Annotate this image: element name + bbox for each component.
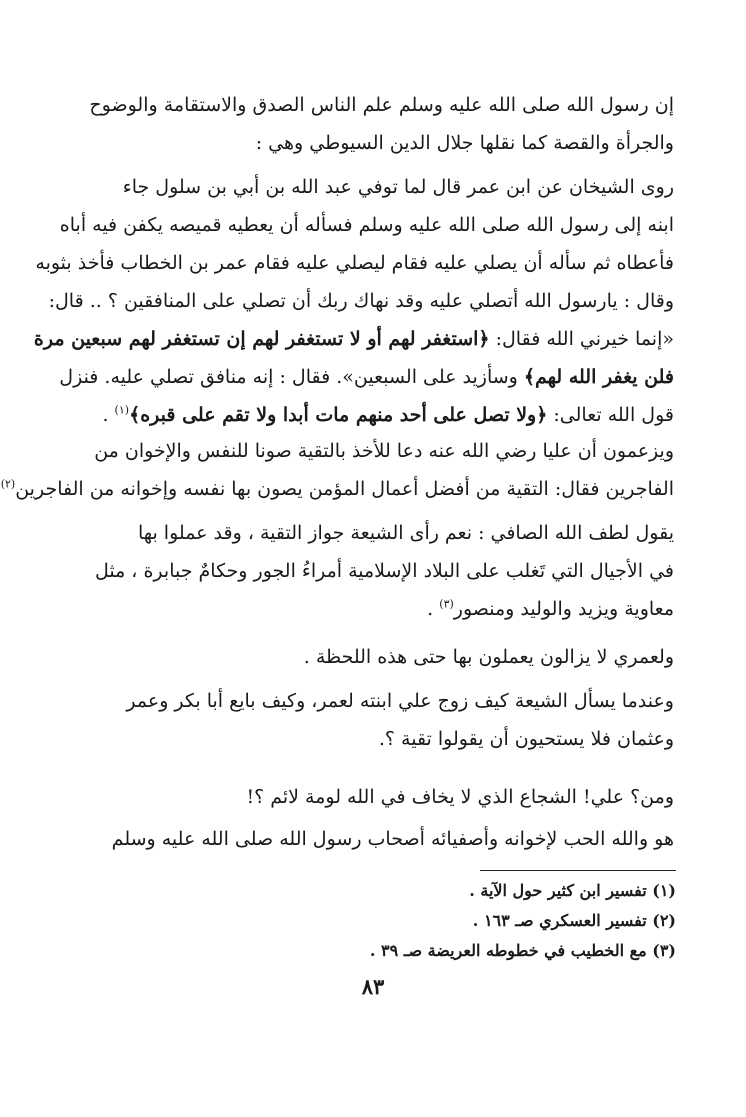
- text-line: [0, 470, 674, 508]
- text-line: ويزعمون أن عليا رضي الله عنه دعا للأخذ بالتقية صونا للنفس والإخوان من: [94, 440, 674, 462]
- footnote-3: (٣) مع الخطيب في خطوطه العريضة صـ ٣٩ .: [369, 941, 676, 960]
- quote-intro: «إنما خيرني الله فقال:: [489, 328, 674, 350]
- paragraph-1: [89, 86, 674, 162]
- text-line: فأعطاه ثم سأله أن يصلي عليه فقام ليصلي عليه فقام عمر بن الخطاب فأخذ بثوبه: [35, 252, 674, 274]
- text-line: وقال : يارسول الله أتصلي عليه وقد نهاك ربك أن تصلي على المنافقين ؟ .. قال:: [48, 290, 674, 312]
- quran-verse: ﴿ولا تصل على أحد منهم مات أبدا ولا تقم على قبره﴾: [129, 404, 548, 426]
- quran-verse: فلن يغفر الله لهم﴾: [523, 366, 674, 388]
- text-run: معاوية ويزيد والوليد ومنصور: [453, 598, 674, 620]
- text-run: .: [427, 598, 440, 620]
- text-line: روى الشيخان عن ابن عمر قال لما توفي عبد الله بن أبي بن سلول جاء: [122, 176, 674, 198]
- text-line: في الأجيال التي تَغلب على البلاد الإسلامية أمراءُ الجور وحكامٌ جبابرة ، مثل: [94, 560, 674, 582]
- text-line: والجرأة والقصة كما نقلها جلال الدين السيوطي وهي :: [255, 132, 674, 154]
- text-line: وعندما يسأل الشيعة كيف زوج علي ابنته لعمر، وكيف بايع أبا بكر وعمر: [126, 690, 674, 712]
- paragraph-4: [94, 514, 674, 628]
- footnote-1: (١) تفسير ابن كثير حول الآية .: [469, 881, 676, 900]
- text-line: [59, 358, 674, 396]
- page-number: ٨٣: [361, 974, 385, 999]
- footnote-ref: (٣): [439, 597, 454, 611]
- footnote-2: (٢) تفسير العسكري صـ ١٦٣ .: [472, 911, 676, 930]
- text-run: قول الله تعالى:: [547, 404, 674, 426]
- paragraph-2: [33, 168, 674, 434]
- text-line: ولعمري لا يزالون يعملون بها حتى هذه اللحظة .: [303, 646, 674, 668]
- footnote-divider: [480, 870, 676, 871]
- paragraph-7: [104, 778, 674, 816]
- text-run: .: [102, 404, 115, 426]
- quran-verse: ﴿استغفر لهم أو لا تستغفر لهم إن تستغفر لهم سبعين مرة: [33, 328, 490, 350]
- text-line: [104, 590, 674, 628]
- text-line: [33, 320, 674, 358]
- paragraph-3: [0, 432, 674, 508]
- text-line: [104, 396, 674, 434]
- text-line: ومن؟ علي! الشجاع الذي لا يخاف في الله لومة لائم ؟!: [246, 786, 674, 808]
- text-line: هو والله الحب لإخوانه وأصفيائه أصحاب رسول الله صلى الله عليه وسلم: [111, 828, 674, 850]
- paragraph-6: [104, 682, 674, 758]
- text-run: الفاجرين فقال: التقية من أفضل أعمال المؤمن يصون بها نفسه وإخوانه من الفاجرين: [15, 478, 674, 500]
- footnote-ref: (٢): [0, 477, 16, 491]
- text-run: وسأزيد على السبعين». فقال : إنه منافق تصلي عليه. فنزل: [59, 366, 524, 388]
- paragraph-8: [104, 820, 674, 858]
- text-line: ابنه إلى رسول الله صلى الله عليه وسلم فسأله أن يعطيه قميصه يكفن فيه أباه: [59, 214, 674, 236]
- text-line: إن رسول الله صلى الله عليه وسلم علم الناس الصدق والاستقامة والوضوح: [89, 94, 674, 116]
- footnote-ref: (١): [114, 403, 130, 417]
- text-line: يقول لطف الله الصافي : نعم رأى الشيعة جواز التقية ، وقد عملوا بها: [137, 522, 674, 544]
- text-line: وعثمان فلا يستحيون أن يقولوا تقية ؟.: [378, 728, 674, 750]
- paragraph-5: [104, 638, 674, 676]
